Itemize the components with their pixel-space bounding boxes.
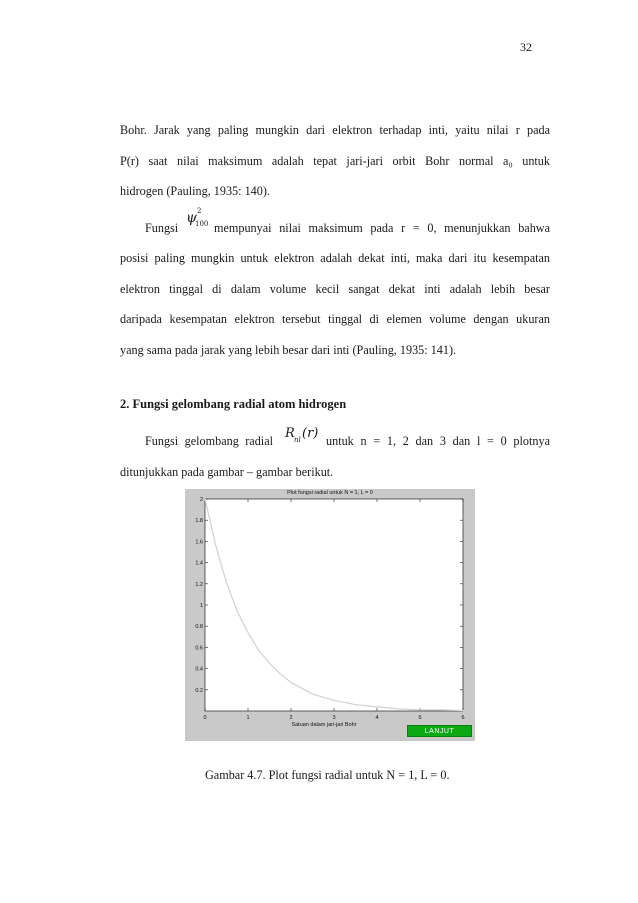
figure-caption: Gambar 4.7. Plot fungsi radial untuk N = 1, L = 0. [205,768,450,782]
figure-window [185,489,475,741]
paragraph-2-line-4: daripada kesempatan elektron tersebut tinggal di elemen volume dengan ukuran [120,312,550,326]
data-point [312,693,313,694]
data-point [280,673,281,674]
data-point [204,498,205,499]
x-axis-label: Satuan dalam jari-jari Bohr [291,722,357,728]
paragraph-2-lead: Fungsi [145,221,179,235]
paragraph-3-line-2: ditunjukkan pada gambar – gambar berikut. [120,465,334,479]
psi-subscript: 100 [195,220,209,228]
x-tick-label: 3 [332,715,336,721]
y-tick-label: 0.8 [195,624,203,631]
paragraph-2-line-3: elektron tinggal di dalam volume kecil sangat dekat inti adalah lebih besar [120,282,550,296]
y-tick-label: 0.6 [195,645,203,652]
psi-superscript: 2 [197,207,202,215]
psi-symbol: ψ [186,210,197,226]
plot-title: Plot fungsi radial untuk N = 1, L = 0 [287,490,373,496]
x-tick-label: 5 [418,715,422,721]
x-tick-label: 2 [289,715,293,721]
y-tick-label: 1.2 [195,581,203,588]
data-point [398,708,399,709]
paragraph-1-line-2: P(r) saat nilai maksimum adalah tepat jari-jari orbit Bohr normal a₀ untuk [120,154,550,168]
paragraph-2-line-5: yang sama pada jarak yang lebih besar dari inti (Pauling, 1935: 141). [120,343,457,357]
data-point [462,710,463,711]
data-point [376,706,377,707]
y-tick-label: 1.4 [195,560,203,567]
data-point [258,650,259,651]
y-tick-label: 1.8 [195,518,203,525]
radial-function-plot [185,489,475,741]
paragraph-3-line-1: untuk n = 1, 2 dan 3 dan l = 0 plotnya [326,434,550,448]
paragraph-1-line-3: hidrogen (Pauling, 1935: 140). [120,184,270,198]
data-point [247,632,248,633]
lanjut-button[interactable]: LANJUT [407,725,472,737]
r-subscript: nl [294,436,301,444]
data-point [355,704,356,705]
data-point [226,582,227,583]
paragraph-3-lead: Fungsi gelombang radial [145,434,273,448]
y-tick-label: 2 [199,497,203,503]
x-tick-label: 0 [203,715,207,721]
data-point [215,545,216,546]
x-tick-label: 4 [375,715,379,721]
y-tick-label: 1 [199,603,203,609]
data-point [441,709,442,710]
plot-area [205,499,463,711]
x-tick-label: 6 [461,715,465,721]
r-argument: (r) [302,426,319,441]
page-number: 32 [520,40,532,54]
paragraph-2-line-1: mempunyai nilai maksimum pada r = 0, menunjukkan bahwa [214,221,550,235]
section-heading: 2. Fungsi gelombang radial atom hidrogen [120,397,347,411]
paragraph-1-line-1: Bohr. Jarak yang paling mungkin dari elektron terhadap inti, yaitu nilai r pada [120,123,550,137]
data-point [333,700,334,701]
data-point [290,682,291,683]
x-tick-label: 1 [246,715,250,721]
data-point [269,663,270,664]
data-point [237,611,238,612]
data-point [419,709,420,710]
paragraph-2-line-2: posisi paling mungkin untuk elektron adalah dekat inti, maka dari itu kesempatan [120,251,550,265]
y-tick-label: 0.4 [195,666,203,673]
r-symbol: R [285,426,295,441]
y-tick-label: 0.2 [195,687,203,694]
y-tick-label: 1.6 [195,539,203,546]
